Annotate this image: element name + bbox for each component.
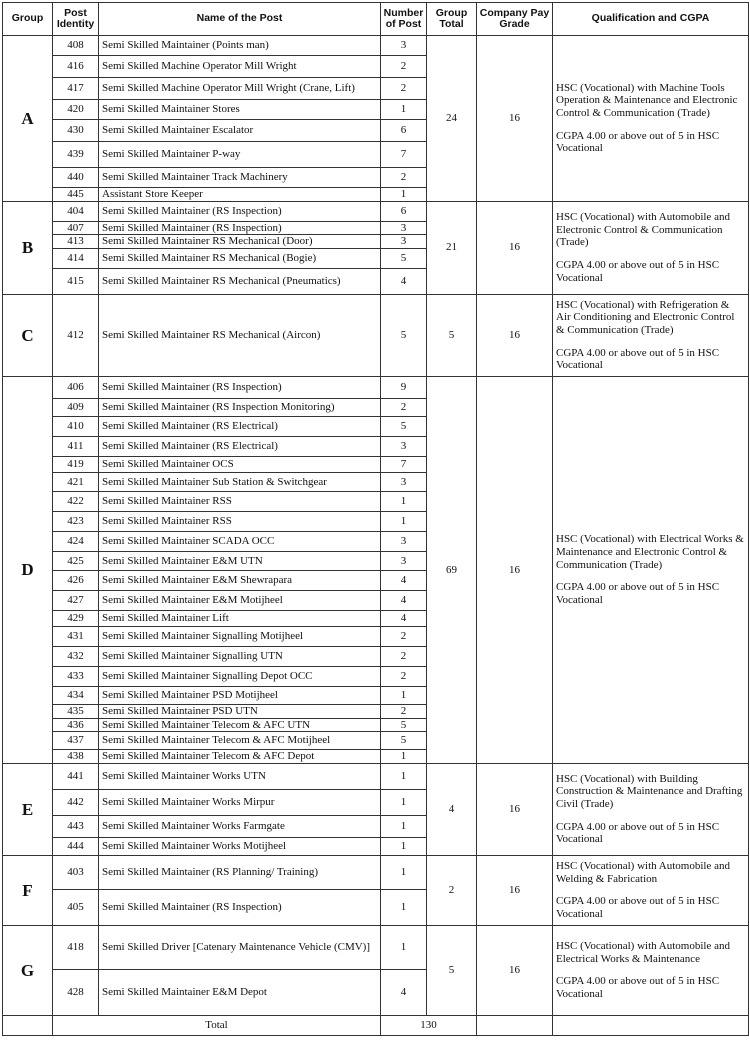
group-total: 69 bbox=[427, 376, 477, 763]
table-row bbox=[3, 763, 749, 789]
header-group: Group bbox=[3, 3, 53, 36]
post-count: 2 bbox=[381, 646, 427, 666]
post-count: 2 bbox=[381, 168, 427, 188]
post-name: Semi Skilled Maintainer OCS bbox=[99, 456, 381, 472]
table-row bbox=[3, 201, 749, 221]
post-name: Semi Skilled Maintainer Signalling Motijheel bbox=[99, 626, 381, 646]
post-identity: 435 bbox=[53, 704, 99, 718]
total-row bbox=[3, 1015, 749, 1035]
post-identity: 440 bbox=[53, 168, 99, 188]
qualification-cgpa: CGPA 4.00 or above out of 5 in HSC Vocational bbox=[556, 581, 720, 606]
post-count: 3 bbox=[381, 235, 427, 249]
post-count: 1 bbox=[381, 750, 427, 764]
post-name: Semi Skilled Machine Operator Mill Wright (Crane, Lift) bbox=[99, 78, 381, 100]
post-name: Semi Skilled Maintainer (RS Inspection) bbox=[99, 201, 381, 221]
total-value: 130 bbox=[381, 1015, 477, 1035]
post-identity: 433 bbox=[53, 666, 99, 686]
post-name: Semi Skilled Maintainer Track Machinery bbox=[99, 168, 381, 188]
post-name: Semi Skilled Maintainer Signalling UTN bbox=[99, 646, 381, 666]
qualification-cgpa: CGPA 4.00 or above out of 5 in HSC Vocational bbox=[556, 820, 720, 846]
post-count: 1 bbox=[381, 789, 427, 815]
post-name: Semi Skilled Maintainer Escalator bbox=[99, 120, 381, 142]
post-count: 4 bbox=[381, 570, 427, 590]
table-row bbox=[3, 294, 749, 376]
header-group-total: Group Total bbox=[427, 3, 477, 36]
post-count: 4 bbox=[381, 590, 427, 610]
post-name: Semi Skilled Maintainer PSD UTN bbox=[99, 704, 381, 718]
post-count: 5 bbox=[381, 416, 427, 436]
post-identity: 441 bbox=[53, 763, 99, 789]
header-post-identity: Post Identity bbox=[53, 3, 99, 36]
post-identity: 420 bbox=[53, 100, 99, 120]
post-identity: 444 bbox=[53, 837, 99, 855]
post-name: Semi Skilled Maintainer Sub Station & Switchgear bbox=[99, 472, 381, 491]
post-count: 2 bbox=[381, 666, 427, 686]
table-row bbox=[3, 925, 749, 969]
group-total: 24 bbox=[427, 36, 477, 202]
qualification-cgpa: CGPA 4.00 or above out of 5 in HSC Vocational bbox=[556, 129, 720, 155]
post-count: 1 bbox=[381, 815, 427, 837]
post-count: 6 bbox=[381, 120, 427, 142]
post-count: 5 bbox=[381, 294, 427, 376]
group-label: E bbox=[3, 763, 53, 855]
table-row bbox=[3, 855, 749, 889]
post-name: Semi Skilled Maintainer E&M UTN bbox=[99, 551, 381, 570]
post-name: Semi Skilled Maintainer Works Motijheel bbox=[99, 837, 381, 855]
group-total: 5 bbox=[427, 294, 477, 376]
qualification-trade: HSC (Vocational) with Automobile and Electronic Control & Communication (Trade) bbox=[556, 211, 730, 249]
post-count: 5 bbox=[381, 248, 427, 268]
post-name: Semi Skilled Maintainer (Points man) bbox=[99, 36, 381, 56]
post-name: Semi Skilled Maintainer Works Mirpur bbox=[99, 789, 381, 815]
post-identity: 436 bbox=[53, 718, 99, 732]
post-count: 6 bbox=[381, 201, 427, 221]
group-total: 2 bbox=[427, 855, 477, 925]
post-count: 7 bbox=[381, 142, 427, 168]
post-name: Semi Skilled Maintainer Telecom & AFC Depot bbox=[99, 750, 381, 764]
posts-table bbox=[2, 2, 749, 1036]
post-identity: 425 bbox=[53, 551, 99, 570]
post-count: 7 bbox=[381, 456, 427, 472]
post-name: Semi Skilled Maintainer Telecom & AFC Motijheel bbox=[99, 732, 381, 750]
post-identity: 438 bbox=[53, 750, 99, 764]
post-count: 1 bbox=[381, 511, 427, 531]
post-name: Semi Skilled Maintainer RS Mechanical (Aircon) bbox=[99, 294, 381, 376]
post-identity: 442 bbox=[53, 789, 99, 815]
post-identity: 418 bbox=[53, 925, 99, 969]
qualification-trade: HSC (Vocational) with Machine Tools Operation & Maintenance and Electronic Control & Communication (Trade) bbox=[556, 81, 738, 119]
post-identity: 413 bbox=[53, 235, 99, 249]
pay-grade: 16 bbox=[477, 763, 553, 855]
post-identity: 406 bbox=[53, 376, 99, 398]
post-identity: 414 bbox=[53, 248, 99, 268]
post-identity: 415 bbox=[53, 268, 99, 294]
group-label: G bbox=[3, 925, 53, 1015]
post-identity: 422 bbox=[53, 491, 99, 511]
qualification-trade: HSC (Vocational) with Refrigeration & Air Conditioning and Electronic Control & Communication (Trade) bbox=[556, 298, 735, 337]
post-count: 1 bbox=[381, 889, 427, 925]
post-count: 2 bbox=[381, 398, 427, 416]
table-row bbox=[3, 376, 749, 398]
post-name: Semi Skilled Maintainer (RS Electrical) bbox=[99, 436, 381, 456]
post-identity: 421 bbox=[53, 472, 99, 491]
post-name: Semi Skilled Maintainer RSS bbox=[99, 511, 381, 531]
post-identity: 424 bbox=[53, 531, 99, 551]
post-count: 2 bbox=[381, 704, 427, 718]
post-identity: 409 bbox=[53, 398, 99, 416]
post-count: 3 bbox=[381, 472, 427, 491]
qualification-cgpa: CGPA 4.00 or above out of 5 in HSC Vocational bbox=[556, 895, 720, 920]
post-name: Semi Skilled Maintainer Stores bbox=[99, 100, 381, 120]
post-identity: 417 bbox=[53, 78, 99, 100]
group-label: A bbox=[3, 36, 53, 202]
post-count: 1 bbox=[381, 188, 427, 202]
qualification bbox=[553, 36, 749, 202]
table-body bbox=[3, 36, 749, 1016]
post-name: Semi Skilled Maintainer (RS Inspection) bbox=[99, 376, 381, 398]
post-identity: 445 bbox=[53, 188, 99, 202]
post-identity: 412 bbox=[53, 294, 99, 376]
pay-grade: 16 bbox=[477, 36, 553, 202]
post-count: 1 bbox=[381, 763, 427, 789]
post-count: 1 bbox=[381, 837, 427, 855]
post-name: Semi Skilled Maintainer PSD Motijheel bbox=[99, 686, 381, 704]
post-name: Semi Skilled Machine Operator Mill Wright bbox=[99, 56, 381, 78]
qualification bbox=[553, 763, 749, 855]
post-count: 3 bbox=[381, 531, 427, 551]
post-identity: 427 bbox=[53, 590, 99, 610]
post-name: Semi Skilled Maintainer SCADA OCC bbox=[99, 531, 381, 551]
post-count: 2 bbox=[381, 626, 427, 646]
post-name: Semi Skilled Maintainer Lift bbox=[99, 610, 381, 626]
group-total: 5 bbox=[427, 925, 477, 1015]
post-count: 2 bbox=[381, 56, 427, 78]
qualification-cgpa: CGPA 4.00 or above out of 5 in HSC Vocational bbox=[556, 259, 720, 284]
post-name: Semi Skilled Maintainer Telecom & AFC UTN bbox=[99, 718, 381, 732]
post-identity: 405 bbox=[53, 889, 99, 925]
post-name: Assistant Store Keeper bbox=[99, 188, 381, 202]
qualification-trade: HSC (Vocational) with Automobile and Electrical Works & Maintenance bbox=[556, 940, 730, 965]
pay-grade: 16 bbox=[477, 925, 553, 1015]
group-total: 4 bbox=[427, 763, 477, 855]
post-count: 9 bbox=[381, 376, 427, 398]
post-identity: 408 bbox=[53, 36, 99, 56]
post-count: 4 bbox=[381, 969, 427, 1015]
post-count: 3 bbox=[381, 551, 427, 570]
post-identity: 404 bbox=[53, 201, 99, 221]
post-identity: 432 bbox=[53, 646, 99, 666]
header-qualification: Qualification and CGPA bbox=[553, 3, 749, 36]
post-identity: 429 bbox=[53, 610, 99, 626]
post-identity: 430 bbox=[53, 120, 99, 142]
post-identity: 419 bbox=[53, 456, 99, 472]
qualification-cgpa: CGPA 4.00 or above out of 5 in HSC Vocational bbox=[556, 975, 720, 1000]
post-count: 5 bbox=[381, 718, 427, 732]
group-label: F bbox=[3, 855, 53, 925]
post-identity: 428 bbox=[53, 969, 99, 1015]
qualification bbox=[553, 294, 749, 376]
post-name: Semi Skilled Maintainer E&M Shewrapara bbox=[99, 570, 381, 590]
post-identity: 437 bbox=[53, 732, 99, 750]
post-count: 1 bbox=[381, 686, 427, 704]
post-name: Semi Skilled Driver [Catenary Maintenance Vehicle (CMV)] bbox=[99, 925, 381, 969]
post-identity: 410 bbox=[53, 416, 99, 436]
qualification bbox=[553, 925, 749, 1015]
post-identity: 434 bbox=[53, 686, 99, 704]
post-name: Semi Skilled Maintainer Works UTN bbox=[99, 763, 381, 789]
total-label: Total bbox=[53, 1015, 381, 1035]
group-label: C bbox=[3, 294, 53, 376]
post-name: Semi Skilled Maintainer (RS Inspection) bbox=[99, 889, 381, 925]
qualification-trade: HSC (Vocational) with Building Construction & Maintenance and Drafting Civil (Trade) bbox=[556, 772, 743, 811]
post-name: Semi Skilled Maintainer (RS Planning/ Training) bbox=[99, 855, 381, 889]
post-identity: 423 bbox=[53, 511, 99, 531]
post-count: 4 bbox=[381, 610, 427, 626]
qualification bbox=[553, 855, 749, 925]
post-name: Semi Skilled Maintainer Works Farmgate bbox=[99, 815, 381, 837]
pay-grade: 16 bbox=[477, 294, 553, 376]
qualification bbox=[553, 376, 749, 763]
post-name: Semi Skilled Maintainer RS Mechanical (Pneumatics) bbox=[99, 268, 381, 294]
post-count: 3 bbox=[381, 221, 427, 235]
post-identity: 431 bbox=[53, 626, 99, 646]
post-name: Semi Skilled Maintainer Signalling Depot OCC bbox=[99, 666, 381, 686]
qualification-cgpa: CGPA 4.00 or above out of 5 in HSC Vocational bbox=[556, 346, 720, 372]
post-count: 1 bbox=[381, 855, 427, 889]
post-identity: 443 bbox=[53, 815, 99, 837]
qualification-trade: HSC (Vocational) with Electrical Works & Maintenance and Electronic Control & Communication (Trade) bbox=[556, 533, 744, 571]
post-count: 2 bbox=[381, 78, 427, 100]
post-name: Semi Skilled Maintainer RS Mechanical (Door) bbox=[99, 235, 381, 249]
post-identity: 426 bbox=[53, 570, 99, 590]
header-number: Number of Post bbox=[381, 3, 427, 36]
post-identity: 407 bbox=[53, 221, 99, 235]
header-pay-grade: Company Pay Grade bbox=[477, 3, 553, 36]
group-label: D bbox=[3, 376, 53, 763]
table-row bbox=[3, 36, 749, 56]
header-row bbox=[3, 3, 749, 36]
post-count: 5 bbox=[381, 732, 427, 750]
post-name: Semi Skilled Maintainer RS Mechanical (Bogie) bbox=[99, 248, 381, 268]
post-name: Semi Skilled Maintainer (RS Inspection) bbox=[99, 221, 381, 235]
post-count: 1 bbox=[381, 925, 427, 969]
post-name: Semi Skilled Maintainer E&M Motijheel bbox=[99, 590, 381, 610]
post-identity: 416 bbox=[53, 56, 99, 78]
post-count: 3 bbox=[381, 436, 427, 456]
pay-grade: 16 bbox=[477, 855, 553, 925]
post-name: Semi Skilled Maintainer RSS bbox=[99, 491, 381, 511]
post-count: 4 bbox=[381, 268, 427, 294]
post-name: Semi Skilled Maintainer (RS Electrical) bbox=[99, 416, 381, 436]
post-count: 1 bbox=[381, 491, 427, 511]
post-identity: 403 bbox=[53, 855, 99, 889]
qualification-trade: HSC (Vocational) with Automobile and Welding & Fabrication bbox=[556, 860, 730, 885]
pay-grade: 16 bbox=[477, 376, 553, 763]
qualification bbox=[553, 201, 749, 294]
post-count: 3 bbox=[381, 36, 427, 56]
post-identity: 411 bbox=[53, 436, 99, 456]
group-label: B bbox=[3, 201, 53, 294]
post-identity: 439 bbox=[53, 142, 99, 168]
post-name: Semi Skilled Maintainer E&M Depot bbox=[99, 969, 381, 1015]
post-count: 1 bbox=[381, 100, 427, 120]
post-name: Semi Skilled Maintainer (RS Inspection Monitoring) bbox=[99, 398, 381, 416]
group-total: 21 bbox=[427, 201, 477, 294]
pay-grade: 16 bbox=[477, 201, 553, 294]
post-name: Semi Skilled Maintainer P-way bbox=[99, 142, 381, 168]
header-name: Name of the Post bbox=[99, 3, 381, 36]
